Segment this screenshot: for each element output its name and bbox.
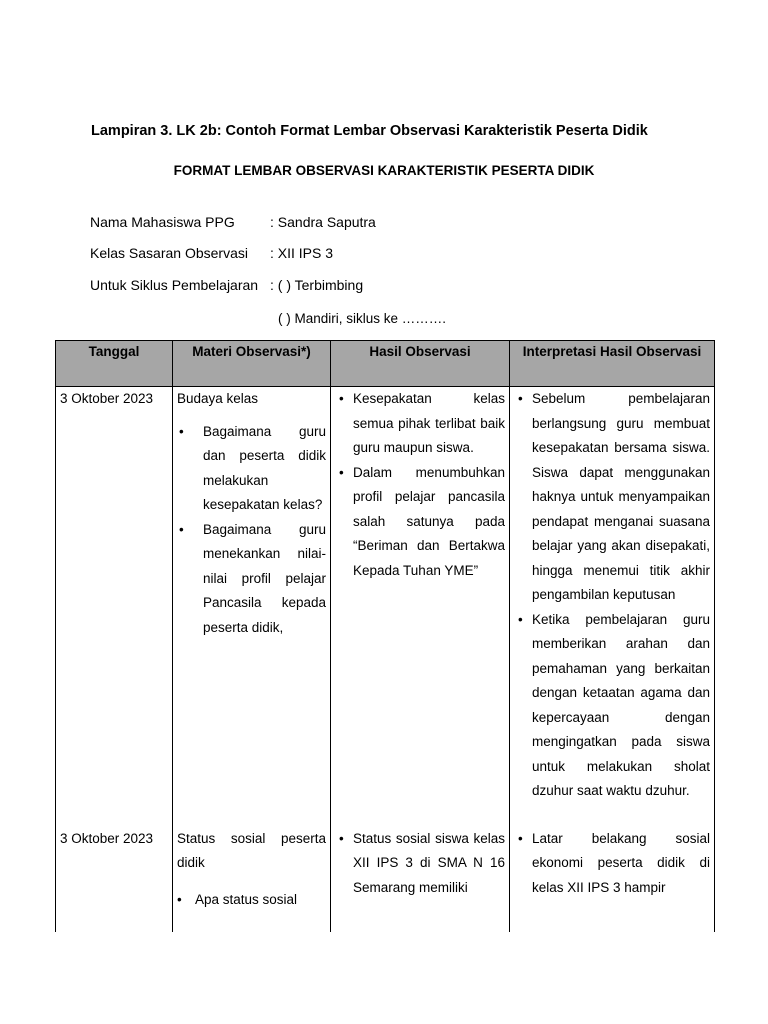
cell-materi	[173, 387, 331, 824]
list-item	[177, 518, 326, 641]
hasil-list	[335, 387, 505, 583]
cell-tanggal: 3 Oktober 2023	[56, 387, 173, 824]
list-item	[514, 827, 710, 901]
list-item-text: Ketika pembelajaran guru memberikan arahan dan pemahaman yang berkaitan dengan ketaatan agama dan kepercayaan dengan mengingatkan pada siswa untuk melakukan sholat dzuhur saat waktu dzuhur.	[532, 611, 710, 798]
cell-interpretasi	[510, 387, 715, 824]
info-label: Nama Mahasiswa PPG	[90, 214, 235, 230]
mandiri-option: ( ) Mandiri, siklus ke ……….	[278, 311, 447, 326]
materi-list	[177, 420, 326, 641]
list-item-text: Latar belakang sosial ekonomi peserta didik di kelas XII IPS 3 hampir	[532, 830, 710, 895]
info-value: : ( ) Terbimbing	[270, 277, 364, 293]
table-header-row	[56, 341, 715, 387]
materi-list	[177, 888, 326, 913]
bullet-icon: •	[518, 391, 523, 406]
bullet-icon: •	[518, 830, 523, 846]
header-tanggal: Tanggal	[56, 341, 173, 387]
hasil-list	[335, 827, 505, 901]
bullet-icon: •	[339, 464, 344, 480]
bullet-icon: •	[518, 611, 523, 627]
cell-hasil	[331, 824, 510, 933]
header-interpretasi: Interpretasi Hasil Observasi	[510, 341, 715, 387]
observation-table	[55, 340, 715, 932]
cell-materi	[173, 824, 331, 933]
cell-tanggal: 3 Oktober 2023	[56, 824, 173, 933]
info-value: : Sandra Saputra	[270, 214, 376, 230]
info-row-siklus	[90, 277, 363, 293]
list-item	[177, 888, 326, 913]
materi-title: Status sosial peserta didik	[177, 830, 326, 870]
info-value: : XII IPS 3	[270, 245, 334, 261]
list-item-text: Sebelum pembelajaran berlangsung guru membuat kesepakatan bersama siswa. Siswa dapat menggunakan haknya untuk menyampaikan pendapat menganai suasana belajar yang akan disepakati, hingga menemui titik akhir pengambilan keputusan	[532, 391, 710, 602]
table-row	[56, 387, 715, 824]
bullet-icon: •	[179, 423, 184, 439]
header-materi: Materi Observasi*)	[173, 341, 331, 387]
list-item-text: Apa status sosial	[195, 891, 298, 907]
materi-title: Budaya kelas	[177, 391, 259, 406]
header-hasil: Hasil Observasi	[331, 341, 510, 387]
info-row-kelas	[90, 245, 333, 261]
list-item	[335, 461, 505, 584]
format-title: FORMAT LEMBAR OBSERVASI KARAKTERISTIK PESERTA DIDIK	[173, 163, 595, 178]
interpretasi-list	[514, 387, 710, 804]
bullet-icon: •	[179, 521, 184, 537]
list-item-text: Bagaimana guru dan peserta didik melakukan kesepakatan kelas?	[203, 423, 326, 512]
list-item	[514, 387, 710, 608]
info-row-nama	[90, 214, 376, 230]
lampiran-title: Lampiran 3. LK 2b: Contoh Format Lembar Observasi Karakteristik Peserta Didik	[91, 123, 648, 139]
list-item	[335, 827, 505, 901]
list-item-text: Status sosial siswa kelas XII IPS 3 di SMA N 16 Semarang memiliki	[353, 830, 505, 895]
interpretasi-list	[514, 827, 710, 901]
table-row	[56, 824, 715, 933]
cell-interpretasi	[510, 824, 715, 933]
bullet-icon: •	[339, 830, 344, 846]
list-item-text: Kesepakatan kelas semua pihak terlibat baik guru maupun siswa.	[353, 391, 505, 455]
info-label: Kelas Sasaran Observasi	[90, 245, 248, 261]
cell-hasil	[331, 387, 510, 824]
list-item	[514, 608, 710, 804]
list-item-text: Dalam menumbuhkan profil pelajar pancasila salah satunya pada “Beriman dan Bertakwa Kepada Tuhan YME”	[353, 464, 505, 578]
info-label: Untuk Siklus Pembelajaran	[90, 277, 259, 293]
bullet-icon: •	[177, 891, 182, 907]
list-item-text: Bagaimana guru menekankan nilai-nilai profil pelajar Pancasila kepada peserta didik,	[203, 521, 326, 635]
list-item	[177, 420, 326, 518]
bullet-icon: •	[339, 391, 344, 406]
list-item	[335, 387, 505, 461]
